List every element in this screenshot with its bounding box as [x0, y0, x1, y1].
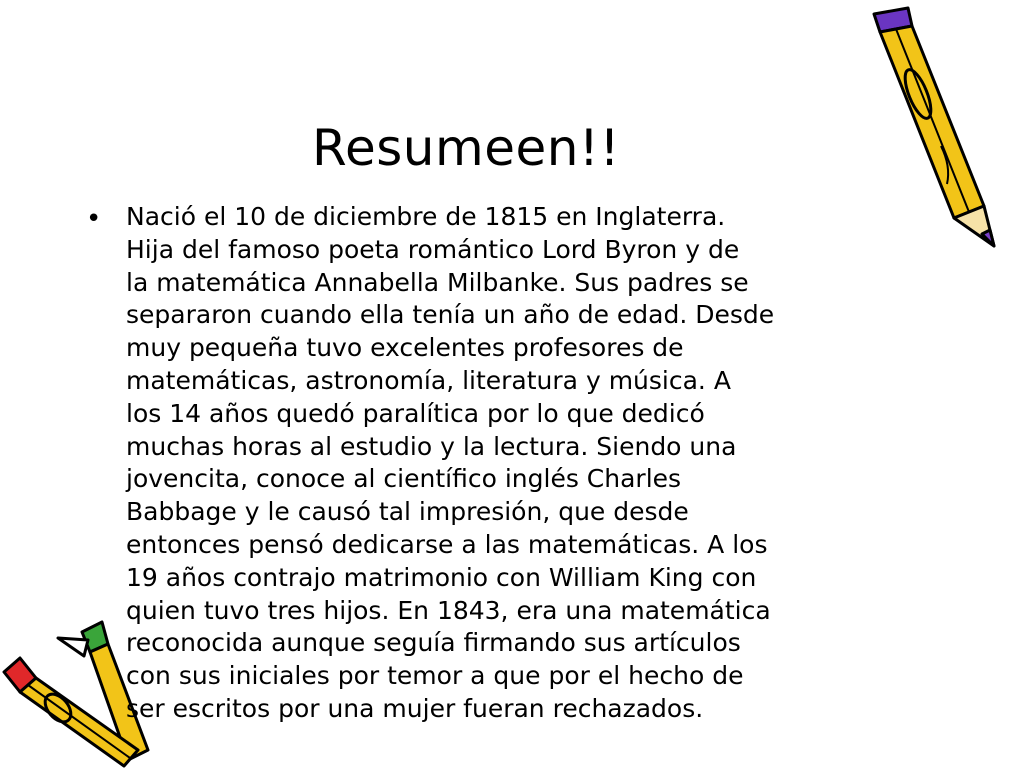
- text-line: entonces pensó dedicarse a las matemáticas. A los: [126, 529, 768, 559]
- text-line: muy pequeña tuvo excelentes profesores de: [126, 333, 684, 363]
- text-line: 19 años contrajo matrimonio con William King con: [126, 562, 757, 592]
- bullet-paragraph: [126, 201, 946, 726]
- text-line: Nació el 10 de diciembre de 1815 en Inglaterra.: [126, 202, 726, 231]
- text-line: reconocida aunque seguía firmando sus artículos: [126, 628, 741, 658]
- text-line: Hija del famoso poeta romántico Lord Byron y de: [126, 234, 740, 264]
- text-line: separaron cuando ella tenía un año de edad. Desde: [126, 300, 775, 330]
- text-line: con sus iniciales por temor a que por el hecho de: [126, 661, 744, 691]
- slide-title: Resumeen!!: [312, 119, 621, 177]
- text-line: matemáticas, astronomía, literatura y música. A: [126, 365, 731, 395]
- bullet-item: [86, 201, 946, 726]
- text-line: los 14 años quedó paralítica por lo que dedicó: [126, 398, 705, 428]
- text-line: la matemática Annabella Milbanke. Sus padres se: [126, 267, 749, 297]
- text-line: jovencita, conoce al científico inglés Charles: [126, 464, 682, 494]
- bullet-marker: •: [86, 204, 102, 234]
- text-line: ser escritos por una mujer fueran rechazados.: [126, 693, 704, 723]
- text-line: Babbage y le causó tal impresión, que desde: [126, 497, 689, 527]
- text-line: muchas horas al estudio y la lectura. Siendo una: [126, 431, 737, 461]
- text-line: quien tuvo tres hijos. En 1843, era una matemática: [126, 595, 771, 625]
